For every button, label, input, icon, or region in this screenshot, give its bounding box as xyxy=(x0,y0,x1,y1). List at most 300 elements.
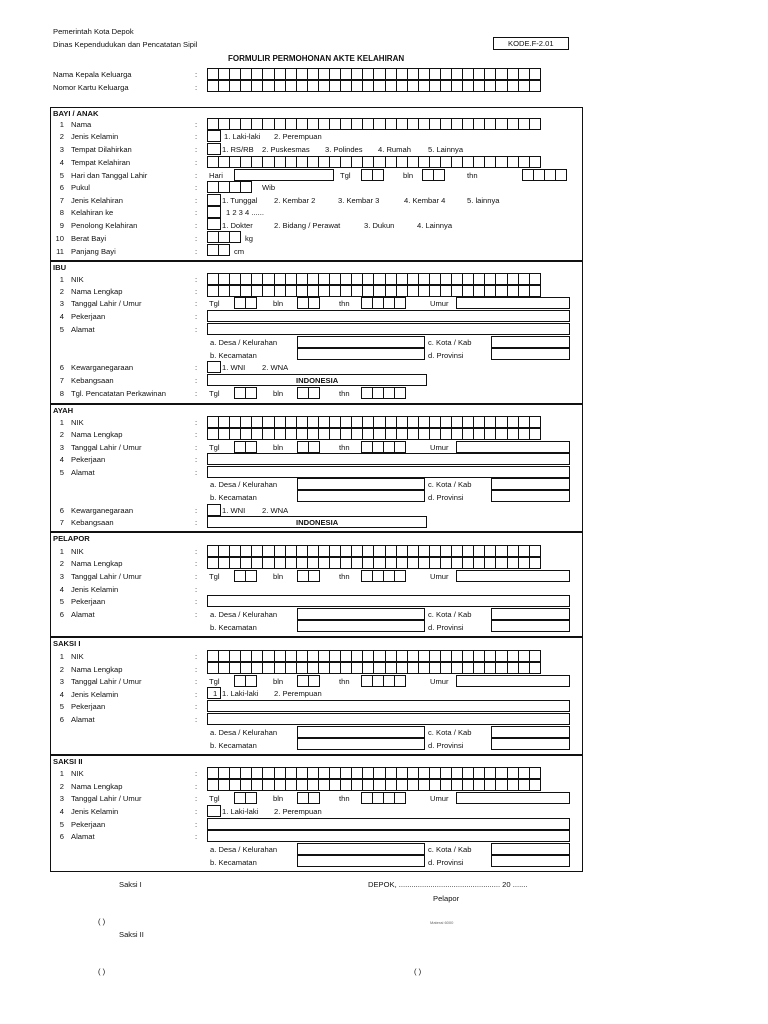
label-nomor-kartu-keluarga: Nomor Kartu Keluarga xyxy=(53,83,129,92)
field-label: Alamat xyxy=(71,832,95,841)
colon: : xyxy=(195,652,198,661)
nik-ayah-grid[interactable] xyxy=(207,416,540,428)
bln-grid[interactable] xyxy=(297,570,319,582)
wni-option: 1. WNI xyxy=(222,506,246,515)
umur-field[interactable] xyxy=(456,570,570,582)
berat-grid[interactable] xyxy=(207,231,240,243)
umur-field[interactable] xyxy=(456,675,570,687)
row-number: 1 xyxy=(59,275,64,284)
alamat-ayah-field[interactable] xyxy=(207,466,570,478)
char-cell[interactable] xyxy=(529,285,541,297)
field-label: Tanggal Lahir / Umur xyxy=(71,677,142,686)
label-kecamatan: b. Kecamatan xyxy=(210,858,257,867)
label-kecamatan: b. Kecamatan xyxy=(210,623,257,632)
penolong-option: 3. Dukun xyxy=(364,221,395,230)
colon: : xyxy=(195,389,198,398)
char-cell[interactable] xyxy=(308,441,320,453)
alamat-saksi1-field[interactable] xyxy=(207,713,570,725)
row-number: 2 xyxy=(59,430,64,439)
section-title-ayah: AYAH xyxy=(53,406,74,415)
thn-grid[interactable] xyxy=(361,792,405,804)
colon: : xyxy=(195,547,198,556)
label-provinsi: d. Provinsi xyxy=(428,623,464,632)
colon: : xyxy=(195,145,198,154)
label-kecamatan: b. Kecamatan xyxy=(210,741,257,750)
label-umur: Umur xyxy=(430,677,449,686)
row-number: 8 xyxy=(59,389,64,398)
field-label: NIK xyxy=(71,652,84,661)
colon: : xyxy=(195,702,198,711)
label-wib: Wib xyxy=(262,183,276,192)
field-label: Nama Lengkap xyxy=(71,665,123,674)
field-label: Pekerjaan xyxy=(71,455,106,464)
tempat-option: 4. Rumah xyxy=(378,145,411,154)
label-provinsi: d. Provinsi xyxy=(428,493,464,502)
wni-ibu-box[interactable] xyxy=(207,361,221,373)
umur-field[interactable] xyxy=(456,297,570,309)
row-number: 4 xyxy=(59,158,64,167)
alamat-saksi2-field[interactable] xyxy=(207,830,570,842)
pekerjaan-saksi1-field[interactable] xyxy=(207,700,570,712)
provinsi-field[interactable] xyxy=(491,348,570,360)
field-label: Tanggal Lahir / Umur xyxy=(71,794,142,803)
label-bln: bln xyxy=(273,794,284,803)
row-number: 5 xyxy=(59,325,64,334)
jk-option: 2. Perempuan xyxy=(274,807,322,816)
nama-ayah-grid[interactable] xyxy=(207,428,540,440)
colon: : xyxy=(195,183,198,192)
char-cell[interactable] xyxy=(218,244,230,256)
tempat-kelahiran-grid[interactable] xyxy=(207,156,540,168)
colon: : xyxy=(195,275,198,284)
colon: : xyxy=(195,299,198,308)
label-provinsi: d. Provinsi xyxy=(428,741,464,750)
tgl-grid[interactable] xyxy=(234,441,256,453)
hari-field[interactable] xyxy=(234,169,334,181)
place-date-line: DEPOK, ................................................ 20 ....... xyxy=(368,880,528,889)
kelahiran-ke-box[interactable] xyxy=(207,206,221,218)
char-cell[interactable] xyxy=(529,80,541,92)
field-label: Kewarganegaraan xyxy=(71,363,134,372)
row-number: 6 xyxy=(59,363,64,372)
field-label: Tempat Kelahiran xyxy=(71,158,131,167)
field-label: Jenis Kelamin xyxy=(71,690,119,699)
nik-ibu-grid[interactable] xyxy=(207,273,540,285)
label-desa: a. Desa / Kelurahan xyxy=(210,480,278,489)
label-tgl: Tgl xyxy=(209,443,220,452)
field-label: Tempat Dilahirkan xyxy=(71,145,132,154)
colon: : xyxy=(195,782,198,791)
label-thn: thn xyxy=(339,443,350,452)
colon: : xyxy=(195,585,198,594)
char-cell[interactable] xyxy=(245,387,257,399)
thn-grid[interactable] xyxy=(361,387,405,399)
colon: : xyxy=(195,171,198,180)
row-number: 1 xyxy=(59,769,64,778)
field-label: Tanggal Lahir / Umur xyxy=(71,572,142,581)
colon: : xyxy=(195,597,198,606)
colon: : xyxy=(195,610,198,619)
nama-bayi-grid[interactable] xyxy=(207,118,540,130)
pukul-grid[interactable] xyxy=(207,181,251,193)
field-label: Tanggal Lahir / Umur xyxy=(71,299,142,308)
kebangsaan-ayah-value: INDONESIA xyxy=(296,518,339,527)
char-cell[interactable] xyxy=(245,675,257,687)
row-number: 4 xyxy=(59,690,64,699)
desa-field[interactable] xyxy=(297,478,425,490)
colon: : xyxy=(195,287,198,296)
kota-field[interactable] xyxy=(491,608,570,620)
label-bln: bln xyxy=(403,171,414,180)
jk-saksi2-box[interactable] xyxy=(207,805,221,817)
field-label: Pekerjaan xyxy=(71,312,106,321)
char-cell[interactable] xyxy=(308,675,320,687)
header-line-1: Pemerintah Kota Depok xyxy=(53,27,134,36)
field-label: Tanggal Lahir / Umur xyxy=(71,443,142,452)
field-label: NIK xyxy=(71,769,84,778)
row-number: 2 xyxy=(59,132,64,141)
row-number: 10 xyxy=(55,234,64,243)
pekerjaan-pelapor-field[interactable] xyxy=(207,595,570,607)
wni-option: 2. WNA xyxy=(262,363,289,372)
char-cell[interactable] xyxy=(529,118,541,130)
label-tgl: Tgl xyxy=(209,794,220,803)
kota-field[interactable] xyxy=(491,726,570,738)
provinsi-field[interactable] xyxy=(491,490,570,502)
row-number: 6 xyxy=(59,183,64,192)
colon: : xyxy=(195,715,198,724)
jk-bayi-box[interactable] xyxy=(207,130,221,142)
label-tgl: Tgl xyxy=(209,677,220,686)
label-tgl: Tgl xyxy=(340,171,351,180)
field-label: Alamat xyxy=(71,468,95,477)
tempat-option: 2. Puskesmas xyxy=(262,145,310,154)
char-cell[interactable] xyxy=(529,779,541,791)
colon: : xyxy=(195,665,198,674)
colon: : xyxy=(195,158,198,167)
provinsi-field[interactable] xyxy=(491,620,570,632)
colon: : xyxy=(195,70,198,79)
penolong-option: 2. Bidang / Perawat xyxy=(274,221,341,230)
field-label: NIK xyxy=(71,418,84,427)
thn-grid[interactable] xyxy=(361,570,405,582)
char-cell[interactable] xyxy=(394,297,406,309)
row-number: 6 xyxy=(59,506,64,515)
kota-field[interactable] xyxy=(491,336,570,348)
char-cell[interactable] xyxy=(394,570,406,582)
pekerjaan-ayah-field[interactable] xyxy=(207,453,570,465)
char-cell[interactable] xyxy=(240,181,252,193)
char-cell[interactable] xyxy=(394,387,406,399)
row-number: 3 xyxy=(59,299,64,308)
colon: : xyxy=(195,376,198,385)
desa-field[interactable] xyxy=(297,726,425,738)
colon: : xyxy=(195,468,198,477)
label-thn: thn xyxy=(339,677,350,686)
field-label: Pekerjaan xyxy=(71,597,106,606)
char-cell[interactable] xyxy=(529,416,541,428)
label-tgl: Tgl xyxy=(209,389,220,398)
jenis-option: 2. Kembar 2 xyxy=(274,196,316,205)
jenis-kelahiran-box[interactable] xyxy=(207,194,221,206)
label-kecamatan: b. Kecamatan xyxy=(210,351,257,360)
pekerjaan-ibu-field[interactable] xyxy=(207,310,570,322)
field-label: Panjang Bayi xyxy=(71,247,116,256)
tgl-grid[interactable] xyxy=(234,570,256,582)
colon: : xyxy=(195,247,198,256)
row-number: 1 xyxy=(59,652,64,661)
signature-paren-saksi-1: ( ) xyxy=(98,917,106,926)
label-kota: c. Kota / Kab xyxy=(428,728,472,737)
char-cell[interactable] xyxy=(433,169,445,181)
kota-field[interactable] xyxy=(491,843,570,855)
label-umur: Umur xyxy=(430,443,449,452)
char-cell[interactable] xyxy=(529,557,541,569)
row-number: 4 xyxy=(59,312,64,321)
field-label: Kelahiran ke xyxy=(71,208,114,217)
colon: : xyxy=(195,832,198,841)
section-title-saksi-2: SAKSI II xyxy=(53,757,83,766)
row-number: 5 xyxy=(59,820,64,829)
colon: : xyxy=(195,208,198,217)
signature-label-saksi-1: Saksi I xyxy=(119,880,142,889)
wni-option: 2. WNA xyxy=(262,506,289,515)
desa-field[interactable] xyxy=(297,336,425,348)
colon: : xyxy=(195,506,198,515)
label-tgl: Tgl xyxy=(209,572,220,581)
char-cell[interactable] xyxy=(308,297,320,309)
char-cell[interactable] xyxy=(245,297,257,309)
jenis-option: 5. lainnya xyxy=(467,196,500,205)
field-label: Hari dan Tanggal Lahir xyxy=(71,171,148,180)
kepala-keluarga-grid[interactable] xyxy=(207,68,540,80)
signature-label-saksi-2: Saksi II xyxy=(119,930,144,939)
nama-pelapor-grid[interactable] xyxy=(207,557,540,569)
jenis-option: 4. Kembar 4 xyxy=(404,196,446,205)
label-kecamatan: b. Kecamatan xyxy=(210,493,257,502)
field-label: Nama Lengkap xyxy=(71,559,123,568)
section-bayi xyxy=(50,107,583,261)
colon: : xyxy=(195,83,198,92)
kecamatan-field[interactable] xyxy=(297,855,425,867)
colon: : xyxy=(195,794,198,803)
pekerjaan-saksi2-field[interactable] xyxy=(207,818,570,830)
char-cell[interactable] xyxy=(229,231,241,243)
label-tgl: Tgl xyxy=(209,299,220,308)
row-number: 3 xyxy=(59,677,64,686)
thn-grid[interactable] xyxy=(522,169,566,181)
label-thn: thn xyxy=(339,794,350,803)
nama-ibu-grid[interactable] xyxy=(207,285,540,297)
colon: : xyxy=(195,325,198,334)
label-thn: thn xyxy=(339,299,350,308)
label-umur: Umur xyxy=(430,299,449,308)
tgl-grid[interactable] xyxy=(361,169,383,181)
form-code: KODE.F-2.01 xyxy=(508,39,554,48)
char-cell[interactable] xyxy=(372,169,384,181)
field-label: Jenis Kelahiran xyxy=(71,196,123,205)
kota-field[interactable] xyxy=(491,478,570,490)
tempat-dilahirkan-box[interactable] xyxy=(207,143,221,155)
nik-saksi1-grid[interactable] xyxy=(207,650,540,662)
jenis-option: 3. Kembar 3 xyxy=(338,196,380,205)
label-umur: Umur xyxy=(430,572,449,581)
umur-field[interactable] xyxy=(456,441,570,453)
tgl-grid[interactable] xyxy=(234,297,256,309)
jk-option: 1. Laki-laki xyxy=(222,689,259,698)
thn-grid[interactable] xyxy=(361,441,405,453)
field-label: Kebangsaan xyxy=(71,518,114,527)
bln-grid[interactable] xyxy=(297,792,319,804)
field-label: Pekerjaan xyxy=(71,820,106,829)
field-label: NIK xyxy=(71,547,84,556)
label-thn: thn xyxy=(339,389,350,398)
char-cell[interactable] xyxy=(245,792,257,804)
section-title-saksi-1: SAKSI I xyxy=(53,639,81,648)
colon: : xyxy=(195,518,198,527)
char-cell[interactable] xyxy=(529,68,541,80)
row-number: 7 xyxy=(59,518,64,527)
row-number: 3 xyxy=(59,794,64,803)
char-cell[interactable] xyxy=(308,570,320,582)
label-desa: a. Desa / Kelurahan xyxy=(210,728,278,737)
char-cell[interactable] xyxy=(394,792,406,804)
colon: : xyxy=(195,443,198,452)
colon: : xyxy=(195,690,198,699)
char-cell[interactable] xyxy=(394,441,406,453)
section-title-bayi: BAYI / ANAK xyxy=(53,109,99,118)
nik-pelapor-grid[interactable] xyxy=(207,545,540,557)
char-cell[interactable] xyxy=(529,273,541,285)
colon: : xyxy=(195,221,198,230)
field-label: Pukul xyxy=(71,183,90,192)
row-number: 6 xyxy=(59,610,64,619)
row-number: 3 xyxy=(59,443,64,452)
provinsi-field[interactable] xyxy=(491,855,570,867)
kelahiran-ke-options: 1 2 3 4 ...... xyxy=(226,208,264,217)
row-number: 5 xyxy=(59,468,64,477)
thn-grid[interactable] xyxy=(361,675,405,687)
provinsi-field[interactable] xyxy=(491,738,570,750)
char-cell[interactable] xyxy=(555,169,567,181)
char-cell[interactable] xyxy=(529,545,541,557)
field-label: Alamat xyxy=(71,325,95,334)
colon: : xyxy=(195,572,198,581)
colon: : xyxy=(195,418,198,427)
form-title: FORMULIR PERMOHONAN AKTE KELAHIRAN xyxy=(228,54,405,63)
field-label: Kebangsaan xyxy=(71,376,114,385)
char-cell[interactable] xyxy=(394,675,406,687)
label-cm: cm xyxy=(234,247,245,256)
field-label: Alamat xyxy=(71,610,95,619)
row-number: 1 xyxy=(59,418,64,427)
field-label: NIK xyxy=(71,275,84,284)
char-cell[interactable] xyxy=(245,570,257,582)
bln-grid[interactable] xyxy=(422,169,444,181)
bln-grid[interactable] xyxy=(297,297,319,309)
nama-saksi2-grid[interactable] xyxy=(207,779,540,791)
label-umur: Umur xyxy=(430,794,449,803)
row-number: 1 xyxy=(59,120,64,129)
row-number: 2 xyxy=(59,782,64,791)
materai-label: Materai 6000 xyxy=(430,920,454,925)
desa-field[interactable] xyxy=(297,608,425,620)
label-bln: bln xyxy=(273,389,284,398)
label-kg: kg xyxy=(245,234,254,243)
colon: : xyxy=(195,234,198,243)
char-cell[interactable] xyxy=(529,662,541,674)
nama-saksi1-grid[interactable] xyxy=(207,662,540,674)
row-number: 4 xyxy=(59,585,64,594)
bln-grid[interactable] xyxy=(297,675,319,687)
kecamatan-field[interactable] xyxy=(297,348,425,360)
nik-saksi2-grid[interactable] xyxy=(207,767,540,779)
tgl-grid[interactable] xyxy=(234,387,256,399)
char-cell[interactable] xyxy=(308,387,320,399)
row-number: 7 xyxy=(59,196,64,205)
label-bln: bln xyxy=(273,572,284,581)
label-desa: a. Desa / Kelurahan xyxy=(210,610,278,619)
jk-option: 1. Laki-laki xyxy=(222,807,259,816)
tempat-option: 3. Polindes xyxy=(325,145,363,154)
tgl-grid[interactable] xyxy=(234,675,256,687)
kecamatan-field[interactable] xyxy=(297,490,425,502)
penolong-option: 1. Dokter xyxy=(222,221,253,230)
section-title-ibu: IBU xyxy=(53,263,67,272)
panjang-grid[interactable] xyxy=(207,244,229,256)
wni-ayah-box[interactable] xyxy=(207,504,221,516)
row-number: 5 xyxy=(59,702,64,711)
row-number: 4 xyxy=(59,455,64,464)
penolong-box[interactable] xyxy=(207,218,221,230)
char-cell[interactable] xyxy=(308,792,320,804)
label-hari: Hari xyxy=(209,171,223,180)
desa-field[interactable] xyxy=(297,843,425,855)
alamat-ibu-field[interactable] xyxy=(207,323,570,335)
kartu-keluarga-grid[interactable] xyxy=(207,80,540,92)
kecamatan-field[interactable] xyxy=(297,738,425,750)
char-cell[interactable] xyxy=(529,156,541,168)
kecamatan-field[interactable] xyxy=(297,620,425,632)
signature-paren-saksi-2: ( ) xyxy=(98,967,106,976)
section-title-pelapor: PELAPOR xyxy=(53,534,90,543)
char-cell[interactable] xyxy=(245,441,257,453)
char-cell[interactable] xyxy=(529,428,541,440)
tgl-grid[interactable] xyxy=(234,792,256,804)
umur-field[interactable] xyxy=(456,792,570,804)
kebangsaan-ibu-value: INDONESIA xyxy=(296,376,339,385)
colon: : xyxy=(195,430,198,439)
thn-grid[interactable] xyxy=(361,297,405,309)
penolong-option: 4. Lainnya xyxy=(417,221,453,230)
label-bln: bln xyxy=(273,443,284,452)
label-kota: c. Kota / Kab xyxy=(428,610,472,619)
label-provinsi: d. Provinsi xyxy=(428,351,464,360)
signature-paren-pelapor: ( ) xyxy=(414,967,422,976)
char-cell[interactable] xyxy=(529,650,541,662)
char-cell[interactable] xyxy=(529,767,541,779)
row-number: 3 xyxy=(59,572,64,581)
label-kota: c. Kota / Kab xyxy=(428,845,472,854)
label-thn: thn xyxy=(467,171,478,180)
label-provinsi: d. Provinsi xyxy=(428,858,464,867)
bln-grid[interactable] xyxy=(297,441,319,453)
bln-grid[interactable] xyxy=(297,387,319,399)
row-number: 6 xyxy=(59,832,64,841)
colon: : xyxy=(195,559,198,568)
header-line-2: Dinas Kependudukan dan Pencatatan Sipil xyxy=(53,40,198,49)
label-nama-kepala-keluarga: Nama Kepala Keluarga xyxy=(53,70,132,79)
